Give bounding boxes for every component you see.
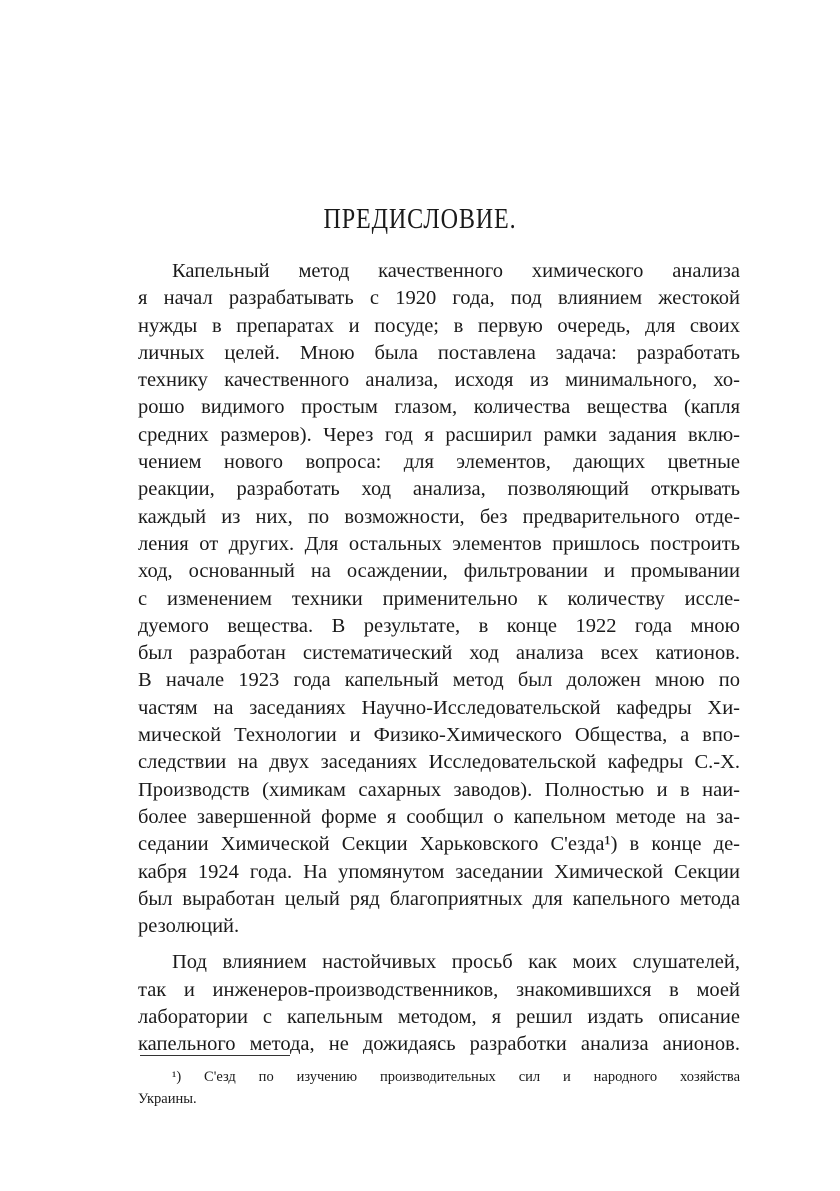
- footnote-divider: [140, 1055, 290, 1056]
- text-line: Капельный метод качественного химического анализа: [172, 260, 740, 282]
- text-line: дуемого вещества. В результате, в конце 1922 года мною: [138, 614, 740, 637]
- text-line: лаборатории с капельным методом, я решил издать описание: [138, 1006, 740, 1029]
- text-line: средних размеров). Через год я расширил рамки задания вклю-: [138, 423, 740, 446]
- paragraph-2: [138, 949, 740, 1058]
- text-line: так и инженеров-производственников, знакомившихся в моей: [138, 978, 740, 1001]
- text-line: следствии на двух заседаниях Исследовательской кафедры С.-Х.: [138, 751, 740, 774]
- text-line: мической Технологии и Физико-Химического Общества, а впо-: [138, 724, 740, 747]
- footnote-line: ¹) С'езд по изучению производительных сил и народного хозяйства: [172, 1069, 740, 1085]
- text-line: реакции, разработать ход анализа, позволяющий открывать: [138, 478, 740, 501]
- text-line: был разработан систематический ход анализа всех катионов.: [138, 642, 740, 665]
- text-line: ход, основанный на осаждении, фильтровании и промывании: [138, 560, 740, 583]
- text-line: Производств (химикам сахарных заводов). Полностью и в наи-: [138, 778, 740, 801]
- text-line: технику качественного анализа, исходя из минимального, хо-: [138, 369, 740, 392]
- text-line: более завершенной форме я сообщил о капельном методе на за-: [138, 805, 740, 828]
- text-line: рошо видимого простым глазом, количества вещества (капля: [138, 396, 740, 419]
- text-line: частям на заседаниях Научно-Исследовательской кафедры Хи-: [138, 696, 740, 719]
- text-line: нужды в препаратах и посуде; в первую очередь, для своих: [138, 314, 740, 337]
- text-line: ления от других. Для остальных элементов пришлось построить: [138, 532, 740, 555]
- text-line: В начале 1923 года капельный метод был доложен мною по: [138, 669, 740, 692]
- paragraph-gap: [138, 940, 740, 949]
- page-heading: ПРЕДИСЛОВИЕ.: [323, 204, 517, 235]
- text-line: был выработан целый ряд благоприятных для капельного метода: [138, 887, 740, 910]
- text-line: каждый из них, по возможности, без предварительного отде-: [138, 505, 740, 528]
- text-line: я начал разрабатывать с 1920 года, под влиянием жестокой: [138, 287, 740, 310]
- text-line: с изменением техники применительно к количеству иссле-: [138, 587, 740, 610]
- text-line: Под влиянием настойчивых просьб как моих слушателей,: [172, 951, 740, 974]
- text-line: личных целей. Мною была поставлена задача: разработать: [138, 341, 740, 364]
- text-line: чением нового вопроса: для элементов, дающих цветные: [138, 451, 740, 474]
- body-text: [138, 258, 740, 1059]
- text-line: капельного метода, не дожидаясь разработки анализа анионов.: [138, 1033, 740, 1056]
- footnotes: [138, 1066, 740, 1110]
- text-line: кабря 1924 года. На упомянутом заседании Химической Секции: [138, 860, 740, 883]
- footnote-line: Украины.: [138, 1091, 197, 1107]
- paragraph-1: [138, 258, 740, 940]
- text-line: седании Химической Секции Харьковского С'езда¹) в конце де-: [138, 833, 740, 856]
- text-line: резолюций.: [138, 915, 240, 938]
